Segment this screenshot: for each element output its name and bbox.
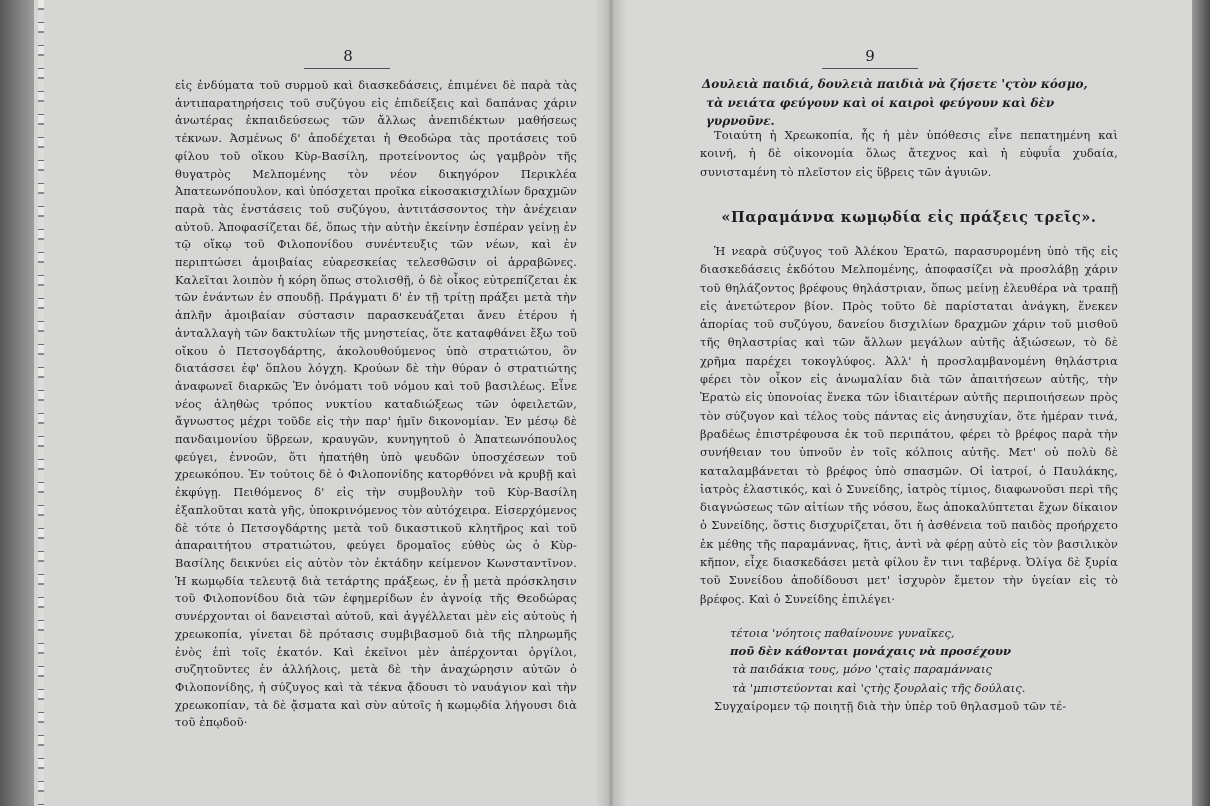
page-number-rule [822,68,918,69]
verse-quote-top [702,75,1122,131]
paragraph: εἰς ἐνδύματα τοῦ συρμοῦ καὶ διασκεδάσεις, ἐπιμένει δὲ παρὰ τὰς ἀντιπαρατηρήσεις τοῦ συζύγου εἰς ἐπιδείξεις καὶ δαπάνας χάριν ἀνωτέρας ἐκπαιδεύσεως τῶν ἄλλως ἀνεπιδέκτων μαθήσεως τέκνων. Ἀσμένως δ' ἀποδέχεται ἡ Θεοδώρα τὰς προτάσεις τοῦ φίλου τοῦ οἴκου Κὺρ-Βασίλη, προτείνοντος ὡς γαμβρὸν τῆς θυγατρὸς Μελπομένης τὸν νέον δικηγόρον Περικλέα Ἀπατεωνόπουλον, καὶ ὑπόσχεται προῖκα εἰκοσακισχιλίων δραχμῶν παρὰ τὰς ἐνστάσεις τοῦ συζύγου, ἀντιτάσσοντος τὴν ἀνέχειαν αὐτοῦ. Ἀποφασίζεται δέ, ὅπως τὴν αὐτὴν ἐκείνην ἑσπέραν γείνῃ ἐν τῷ οἴκῳ τοῦ Φιλοπονίδου συνέντευξις τῶν νέων, καὶ ἐν περιπτώσει ἀμοιβαίας εὐαρεσκείας τελεσθῶσιν οἱ ἀρραβῶνες. Καλεῖται λοιπὸν ἡ κόρη ὅπως στολισθῇ, ὁ δὲ οἶκος εὐτρεπίζεται ἐκ τῶν ἐνάντων ἐν σπουδῇ. Πράγματι δ' ἐν τῇ τρίτῃ πράξει μετὰ τὴν ἁπλῆν ἀμοιβαίαν σύστασιν παρασκευάζεται ἄνευ ἑτέρου ἡ ἀνταλλαγὴ τῶν δακτυλίων τῆς μνηστείας, ὅτε καταφθάνει ἔξω τοῦ οἴκου ὁ Πετσογδάρτης, ἀκολουθούμενος ὑπὸ στρατιώτου, ὃν διατάσσει ἐφ' ὅπλου λόγχη. Κρούων δὲ τὴν θύραν ὁ στρατιώτης ἀναφωνεῖ διαρκῶς Ἐν ὀνόματι τοῦ νόμου καὶ τοῦ βασιλέως. Εἶνε νέος ἀληθὼς τρόπος νυκτίου καταδιώξεως τῶν ὀφειλετῶν, ἄγνωστος μέχρι τοῦδε εἰς τὴν παρ' ἡμῖν δικονομίαν. Ἐν μέσῳ δὲ πανδαιμονίου ὕβρεων, κραυγῶν, κυνηγητοῦ ὁ Ἀπατεωνόπουλος φεύγει, ἐννοῶν, ὅτι ἠπατήθη ὑπὸ ψευδῶν ὑποσχέσεων τοῦ χρεωκόπου. Ἐν τούτοις δὲ ὁ Φιλοπονίδης κατορθόνει νὰ κρυβῇ καὶ ἐκφύγῃ. Πειθόμενος δ' εἰς τὴν συμβουλὴν τοῦ Κὺρ-Βασίλη ἐξαπλοῦται κατὰ γῆς, ὑποκρινόμενος τὸν αὐτόχειρα. Εἰσερχόμενος δὲ τότε ὁ Πετσογδάρτης μετὰ τοῦ δικαστικοῦ κλητῆρος καὶ τοῦ ἀπαραιτήτου στρατιώτου, φεύγει δρομαῖος εὐθὺς ὡς ὁ Κὺρ-Βασίλης δεικνύει εἰς αὐτὸν τὸν ἐκτάδην κείμενον Κωνσταντῖνον. Ἡ κωμῳδία τελευτᾷ διὰ τετάρτης πράξεως, ἐν ᾗ μετὰ πρόσκλησιν τοῦ Φιλοπονίδου διὰ τῶν ἐφημερίδων ἐν ἀγνοίᾳ τῆς Θεοδώρας συνέρχονται οἱ δανεισταὶ αὐτοῦ, καὶ ἀγγέλλεται μὲν εἰς αὐτοὺς ἡ χρεωκοπία, γίνεται δὲ πρότασις συμβιβασμοῦ διὰ τῆς πληρωμῆς ἑνὸς ἐπὶ τοῖς ἑκατόν. Καὶ ἐκεῖνοι μὲν ἀπέρχονται ὀργίλοι, συζητοῦντες ἐν ἀλλήλοις, μετὰ δὲ τὴν ἀναχώρησιν αὐτῶν ὁ Φιλοπονίδης, ἡ σύζυγος καὶ τὰ τέκνα ᾄδουσι τὸ ναυάγιον καὶ τὴν χρεωκοπίαν, τὰ δὲ ᾄσματα καὶ σὺν αὐτοῖς ἡ κωμῳδία λήγουσι διὰ τοῦ ἐπῳδοῦ· [175,78,577,730]
verse-line: τέτοια 'νόητοις παθαίνουνε γυναῖκες, [730,626,955,640]
book-gutter [596,0,626,806]
left-page-body [175,77,577,732]
body-paragraph [700,242,1118,608]
closing-paragraph [700,697,1118,715]
verse-line: τὰ 'μπιστεύονται καὶ 'ςτὴς ξουρλαὶς τῆς δούλαις. [732,680,1026,695]
paragraph: Συγχαίρομεν τῷ ποιητῇ διὰ τὴν ὑπὲρ τοῦ θηλασμοῦ τῶν τέ- [714,699,1067,713]
intro-paragraph [700,126,1118,181]
left-page [44,0,596,806]
paragraph: Τοιαύτη ἡ Χρεωκοπία, ἧς ἡ μὲν ὑπόθεσις εἶνε πεπατημένη καὶ κοινή, ἡ δὲ οἰκονομία ὅλως ἄτεχνος καὶ ἡ εὐφυΐα χυδαία, συνισταμένη τὸ πλεῖστον εἰς ὕβρεις τῶν ἀγυιῶν. [700,128,1118,179]
verse-quote-bottom [730,624,1030,697]
verse-line: Δουλειὰ παιδιά, δουλειὰ παιδιὰ νὰ ζήσετε 'ςτὸν κόσμο, [702,77,1088,91]
page-number: 9 [865,47,875,65]
verse-line: τὰ παιδάκια τους, μόνο 'ςταὶς παραμάνναις [732,662,992,677]
section-heading: «Παραμάννα κωμῳδία εἰς πράξεις τρεῖς». [721,209,1097,226]
book-binding-right [1192,0,1210,806]
verse-line: ποῦ δὲν κάθονται μονάχαις νὰ προσέχουν [730,644,1012,659]
right-page [626,0,1192,806]
page-number-rule [304,68,390,69]
paragraph: Ἡ νεαρὰ σύζυγος τοῦ Ἀλέκου Ἐρατῶ, παρασυρομένη ὑπὸ τῆς εἰς διασκεδάσεις ἐκδότου Μελπομένης, ἀποφασίζει νὰ προσλάβῃ χάριν τοῦ θηλάζοντος βρέφους θηλάστριαν, ὅπως μείνῃ ἐλευθέρα νὰ τραπῇ εἰς ἀνετώτερον βίον. Πρὸς τοῦτο δὲ παρίσταται ἀνάγκη, ἕνεκεν ἀπορίας τοῦ συζύγου, δανείου δισχιλίων δραχμῶν χάριν τοῦ μισθοῦ τῆς θηλαστρίας καὶ τῶν ἄλλων μεγάλων αὐτῆς ἀξιώσεων, τὸ δὲ χρῆμα παρέχει τοκογλύφος. Ἀλλ' ἡ προσλαμβανομένη θηλάστρια φέρει τὸν οἶκον εἰς ἀνωμαλίαν διὰ τῶν ἀπαιτήσεων αὐτῆς, τὴν Ἐρατὼ εἰς ὑπονοίας ἕνεκα τῶν ἰδιαιτέρων αὐτῆς περιποιήσεων πρὸς τὸν σύζυγον καὶ τέλος τοὺς πάντας εἰς ἀνησυχίαν, ὅτε ἡμέραν τινά, βραδέως ἐπιστρέφουσα ἐκ τοῦ περιπάτου, φέρει τὸ βρέφος παρὰ τὴν συνήθειαν του ὑπνοῦν ἐν τοῖς κόλποις αὐτῆς. Μετ' οὐ πολὺ δὲ καταλαμβάνεται τὸ βρέφος ὑπὸ σπασμῶν. Οἱ ἰατροί, ὁ Παυλάκης, ἰατρὸς ἐλαστικός, καὶ ὁ Συνείδης, ἰατρὸς τίμιος, διαφωνοῦσι περὶ τῆς διαγνώσεως τῶν αἰτίων τῆς νόσου, ἕως ἀποκαλύπτεται ἔχων δίκαιον ὁ Συνείδης, ὅστις δισχυρίζεται, ὅτι ἡ ἀσθένεια τοῦ παιδὸς προήρχετο ἐκ μέθης τῆς παραμάννας, ἥτις, ἀντὶ νὰ φέρῃ αὐτὸ εἰς τὸν βασιλικὸν κῆπον, εἶχε διασκεδάσει μετὰ φίλου ἔν τινι ταβέρνᾳ. Ὀλίγα δὲ ξυρία τοῦ Συνείδου ἀποδίδουσι μετ' ἰσχυρὸν ἔμετον τὴν ὑγείαν εἰς τὸ βρέφος. Καὶ ὁ Συνείδης ἐπιλέγει· [700,244,1118,606]
page-number: 8 [343,47,353,65]
verse-line: τὰ νειάτα φεύγουν καὶ οἱ καιροὶ φεύγουν καὶ δὲν γυρνοῦνε. [706,95,1055,128]
